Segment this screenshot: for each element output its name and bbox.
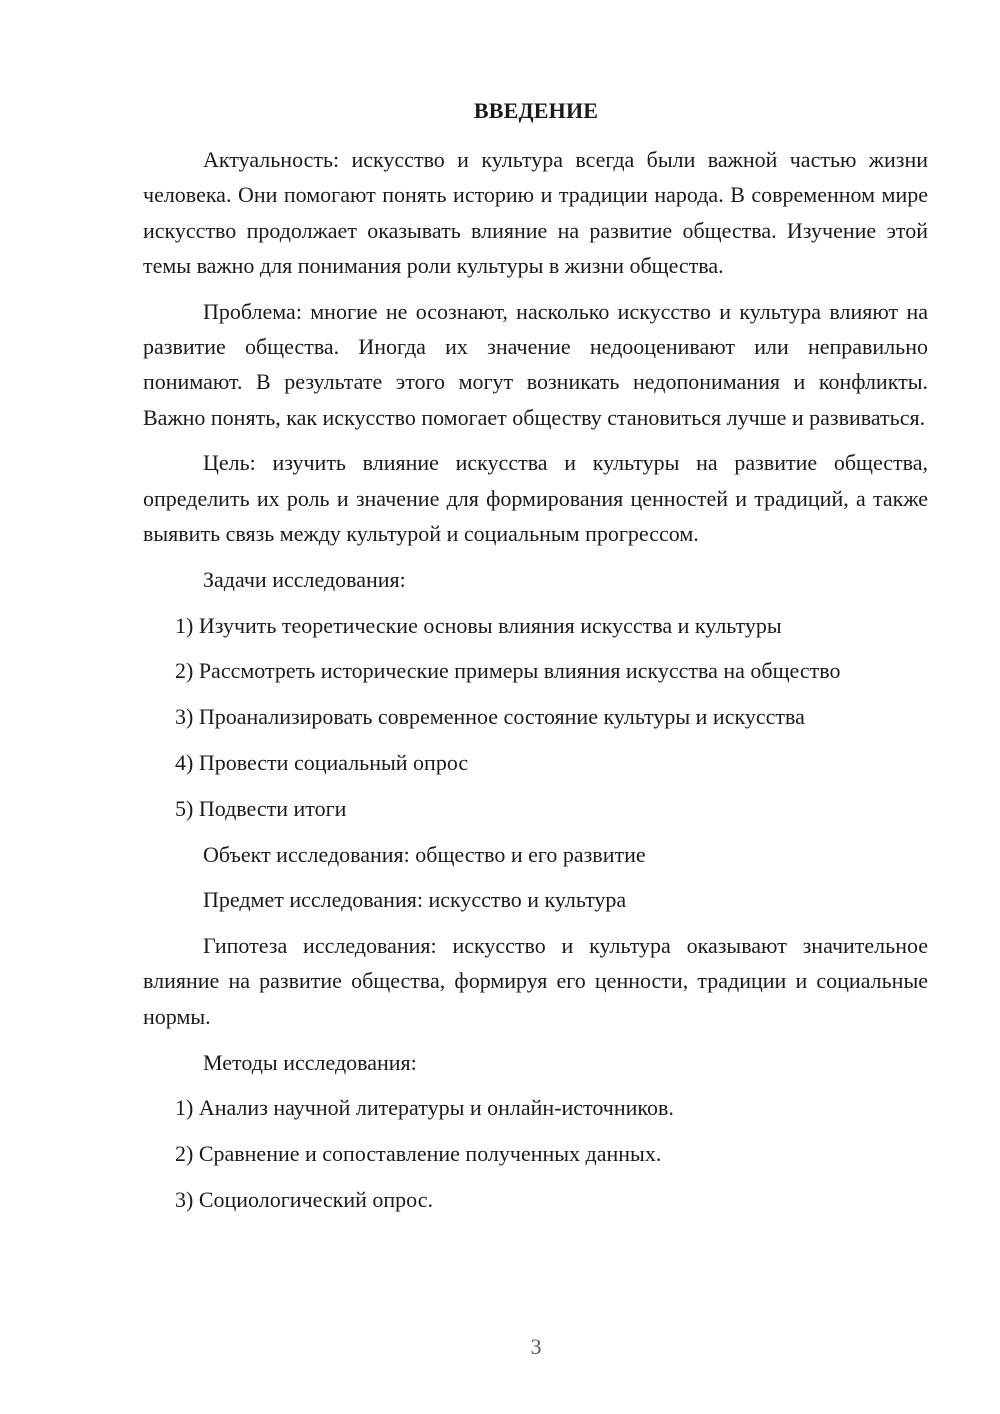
- paragraph-spacer: [143, 918, 928, 929]
- problem-paragraph: Проблема: многие не осознают, насколько искусство и культура влияют на развитие общества. Иногда их значение недооценивают или неправильно понимают. В результате этого могут возникать недопонимания и конфликты. Важно понять, как искусство помогает обществу становиться лучше и развиваться.: [143, 298, 928, 430]
- paragraph-spacer: [143, 1126, 928, 1137]
- hypothesis-paragraph: Гипотеза исследования: искусство и культура оказывают значительное влияние на развитие общества, формируя его ценности, традиции и социальные нормы.: [143, 933, 928, 1029]
- paragraph-spacer: [143, 689, 928, 700]
- paragraph-spacer: [143, 872, 928, 883]
- task-item: 4) Провести социальный опрос: [175, 749, 469, 775]
- task-item: 3) Проанализировать современное состояние культуры и искусства: [175, 704, 805, 730]
- method-item: 3) Социологический опрос.: [175, 1186, 433, 1212]
- paragraph-spacer: [143, 734, 928, 745]
- relevance-paragraph: Актуальность: искусство и культура всегда были важной частью жизни человека. Они помогают понять историю и традиции народа. В современном мире искусство продолжает оказывать влияние на развитие общества. Изучение этой темы важно для понимания роли культуры в жизни общества.: [143, 147, 928, 278]
- method-item: 2) Сравнение и сопоставление полученных данных.: [175, 1141, 662, 1167]
- paragraph-spacer: [143, 551, 928, 562]
- research-subject: Предмет исследования: искусство и культура: [203, 887, 627, 913]
- paragraph-spacer: [143, 1080, 928, 1091]
- tasks-heading: Задачи исследования:: [203, 566, 406, 592]
- page-body: [143, 142, 928, 1217]
- task-item: 2) Рассмотреть исторические примеры влияния искусства на общество: [175, 658, 841, 684]
- paragraph-spacer: [143, 643, 928, 654]
- paragraph-spacer: [143, 826, 928, 837]
- page-number: 3: [530, 1334, 542, 1359]
- paragraph-spacer: [143, 283, 928, 294]
- method-item: 1) Анализ научной литературы и онлайн-источников.: [175, 1095, 674, 1121]
- methods-heading: Методы исследования:: [203, 1049, 417, 1075]
- paragraph-spacer: [143, 435, 928, 446]
- goal-paragraph: Цель: изучить влияние искусства и культуры на развитие общества, определить их роль и значение для формирования ценностей и традиций, а также выявить связь между культурой и социальным прогрессом.: [143, 450, 928, 546]
- paragraph-spacer: [143, 597, 928, 608]
- page-title: ВВЕДЕНИЕ: [473, 98, 599, 123]
- task-item: 1) Изучить теоретические основы влияния искусства и культуры: [175, 612, 782, 638]
- paragraph-spacer: [143, 780, 928, 791]
- research-object: Объект исследования: общество и его развитие: [203, 841, 646, 867]
- paragraph-spacer: [143, 1171, 928, 1182]
- paragraph-spacer: [143, 1034, 928, 1045]
- task-item: 5) Подвести итоги: [175, 795, 347, 821]
